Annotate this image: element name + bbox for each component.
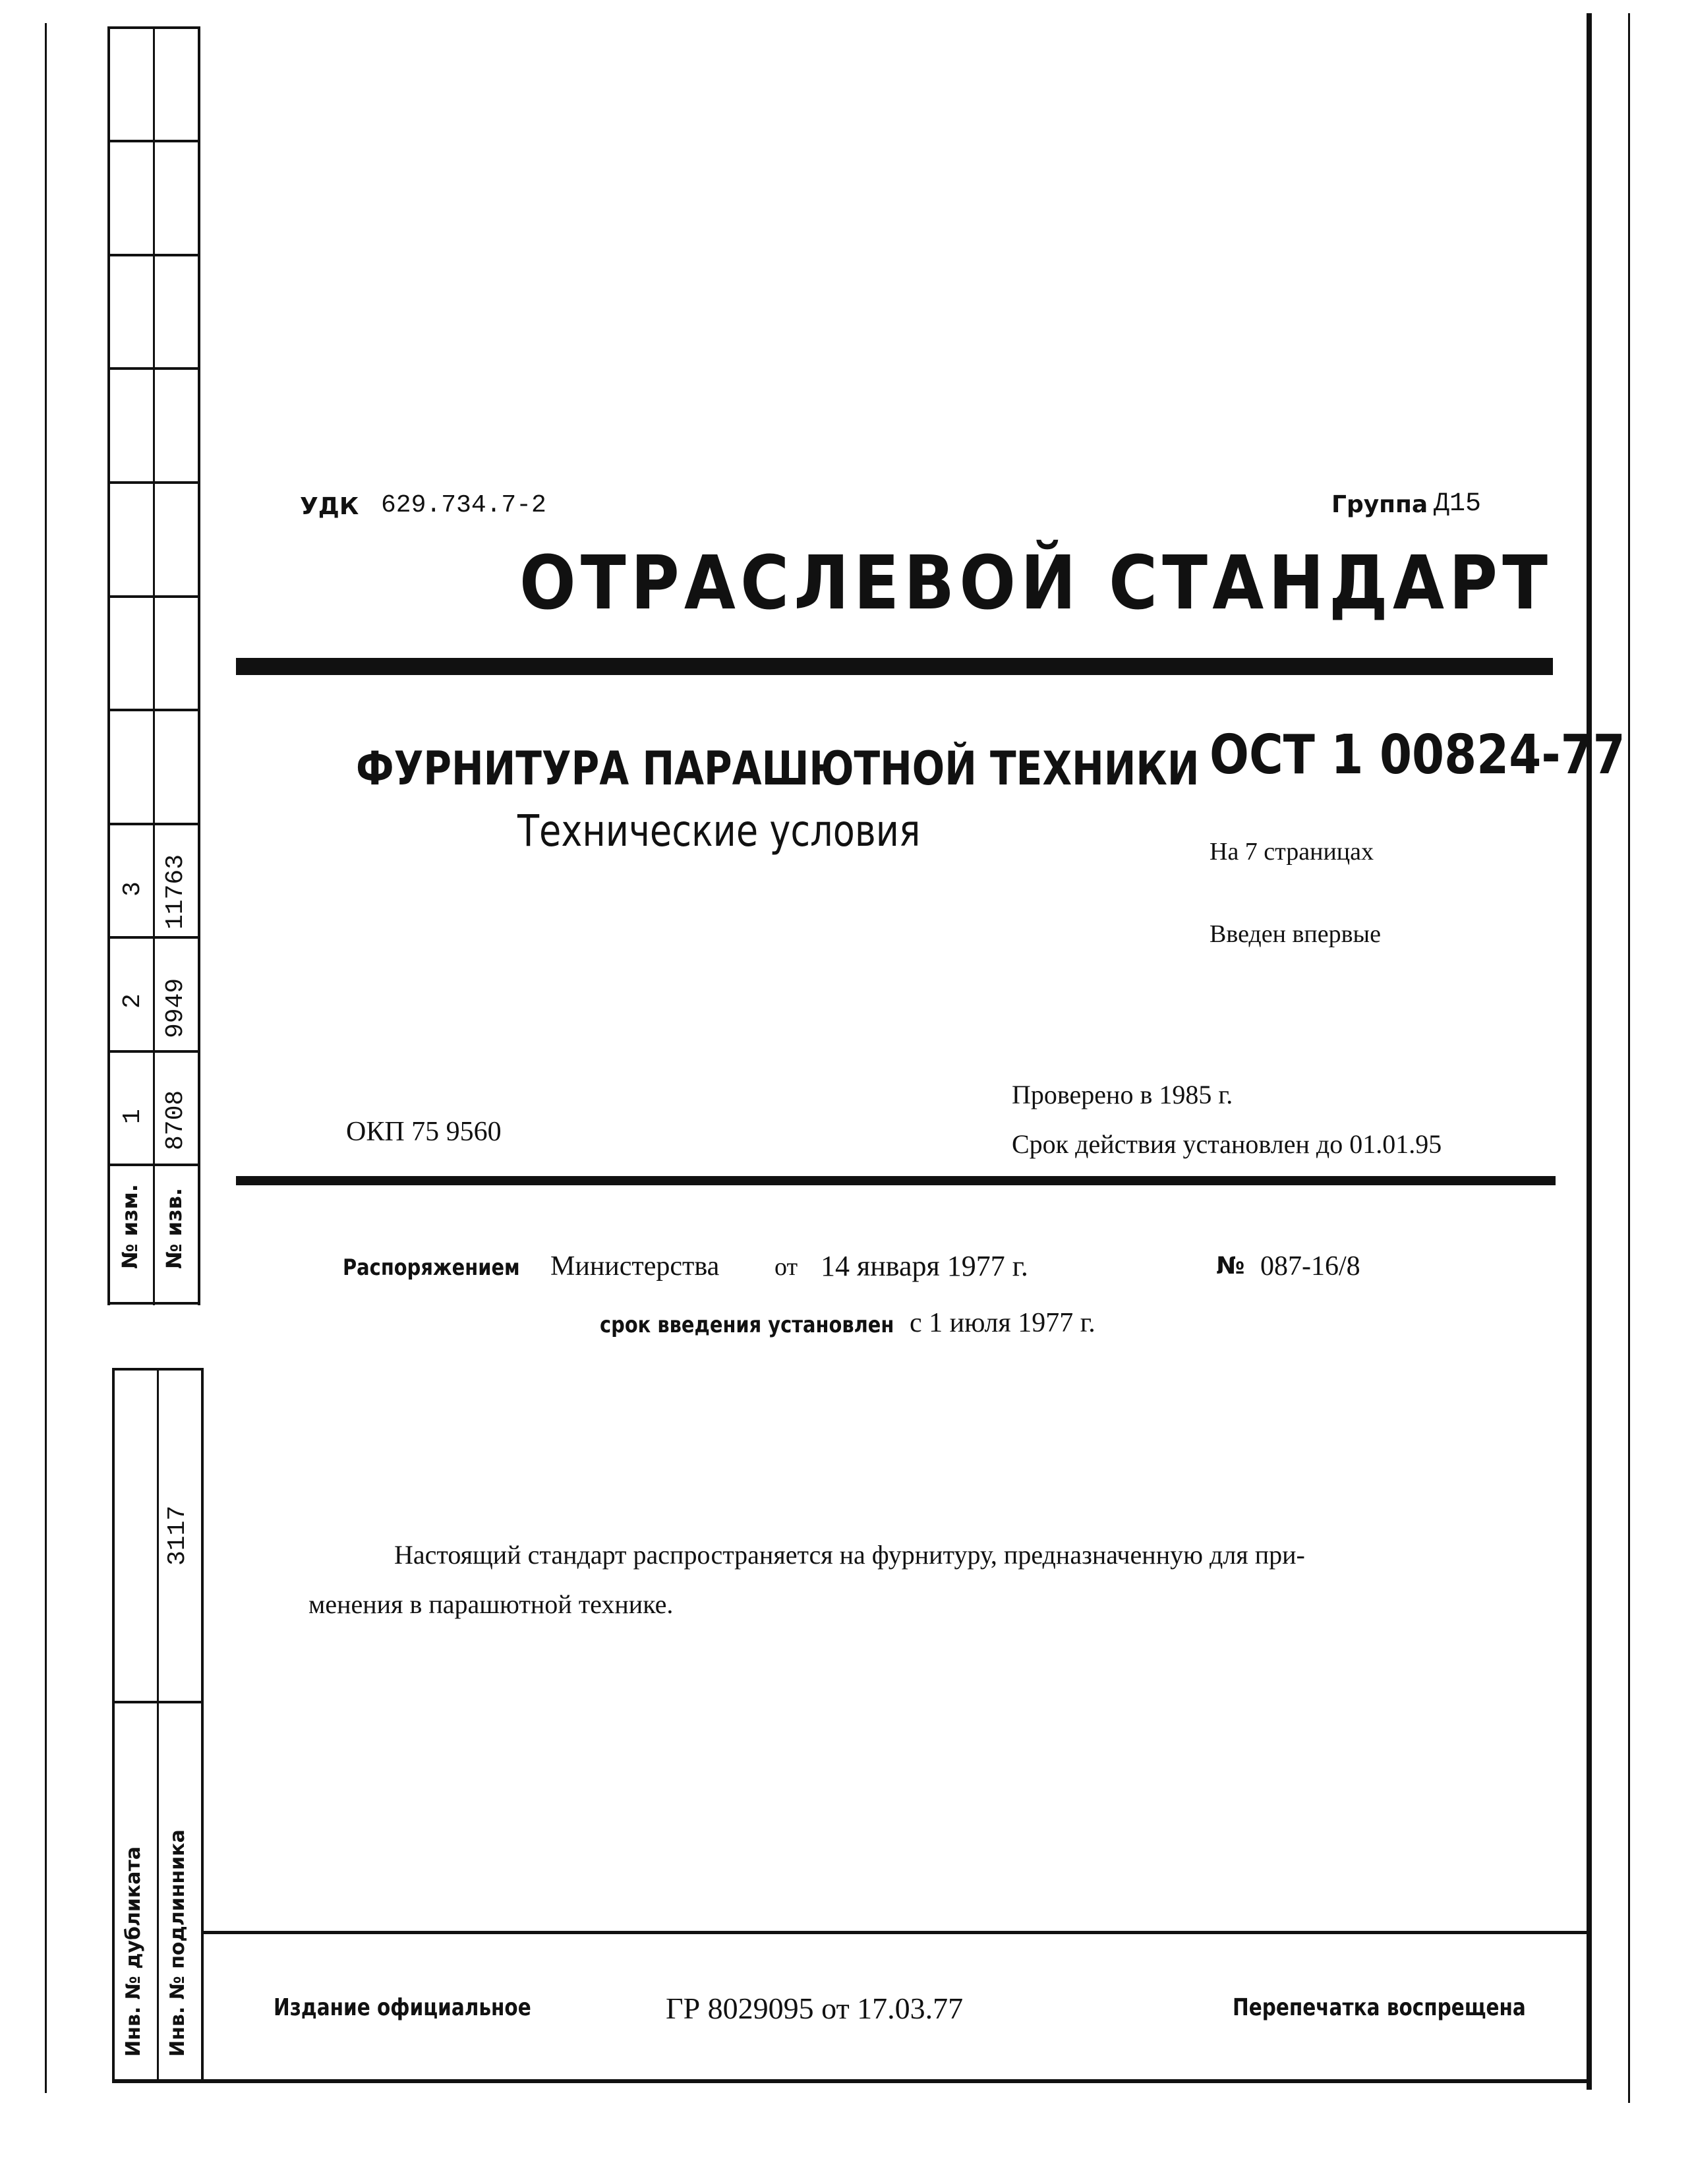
standard-subject: ФУРНИТУРА ПАРАШЮТНОЙ ТЕХНИКИ (356, 742, 1200, 796)
footer-top-line (201, 1931, 1589, 1934)
frame-right-thick-line (1587, 13, 1592, 2090)
duplicate-number: 3117 (163, 1505, 192, 1566)
sidebar-row-line (107, 823, 200, 825)
udk-value: 629.734.7-2 (381, 491, 546, 519)
udk-label: УДК (300, 493, 359, 520)
sidebar-row-line (107, 26, 200, 29)
order-ministry: Министерства (550, 1251, 720, 1282)
okp-code: ОКП 75 9560 (346, 1117, 502, 1147)
standard-checked: Проверено в 1985 г. (1012, 1080, 1233, 1109)
inv-mid-line (112, 1701, 204, 1703)
sidebar-row-line (107, 254, 200, 256)
standard-first-edition: Введен впервые (1210, 920, 1381, 948)
standard-pages: На 7 страницах (1210, 838, 1374, 866)
group-value: Д15 (1434, 489, 1482, 519)
order-number: 087-16/8 (1260, 1251, 1360, 1282)
document-title: ОТРАСЛЕВОЙ СТАНДАРТ (519, 541, 1553, 626)
footer-edition: Издание официальное (274, 1994, 531, 2021)
order-label: Распоряжением (343, 1254, 520, 1281)
footer-reprint: Перепечатка воспрещена (1233, 1994, 1526, 2021)
sidebar-top-line-c (198, 26, 200, 1305)
inv-top-line (112, 1368, 204, 1371)
sidebar-row-line (107, 936, 200, 939)
sidebar-row-line (107, 1050, 200, 1053)
standard-bottom-rule (236, 1176, 1556, 1185)
sidebar-row-line (107, 709, 200, 711)
sidebar-row-line (107, 595, 200, 598)
change-no-2: 2 (119, 993, 147, 1009)
effective-label: срок введения установлен (600, 1312, 894, 1338)
change-no-1: 1 (119, 1109, 147, 1124)
duplicate-header: Инв. № дубликата (122, 1846, 145, 2057)
body-paragraph-line1: Настоящий стандарт распространяется на фурнитуру, предназначенную для при- (394, 1540, 1305, 1570)
sidebar-row-line (107, 481, 200, 484)
group-label: Группа (1331, 491, 1428, 518)
standard-validity: Срок действия установлен до 01.01.95 (1012, 1129, 1442, 1159)
sidebar-row-line (107, 1302, 200, 1305)
frame-bottom-line (112, 2079, 1590, 2083)
body-paragraph-line2: менения в парашютной технике. (308, 1589, 674, 1619)
order-date: 14 января 1977 г. (821, 1250, 1028, 1282)
notice-no-1: 8708 (161, 1090, 190, 1150)
sidebar-top-line-a (107, 26, 110, 1305)
sidebar-row-line (107, 140, 200, 142)
order-date-prefix: от (774, 1253, 798, 1281)
title-rule (236, 658, 1553, 675)
sidebar-row-line (107, 367, 200, 370)
footer-registration: ГР 8029095 от 17.03.77 (666, 1992, 964, 2025)
notice-no-2: 9949 (161, 978, 190, 1038)
frame-right-thin-line (1628, 13, 1630, 2103)
effective-date: с 1 июля 1977 г. (910, 1308, 1095, 1338)
sidebar-row-line (107, 1164, 200, 1166)
original-header: Инв. № подлинника (166, 1829, 189, 2057)
inv-line-b (157, 1368, 159, 2083)
inv-line-a (112, 1368, 115, 2083)
standard-subtitle: Технические условия (517, 806, 921, 856)
change-no-header: № изм. (117, 1184, 142, 1269)
notice-no-3: 11763 (161, 854, 190, 930)
change-no-3: 3 (119, 881, 147, 897)
order-number-label: № (1216, 1253, 1245, 1280)
left-outer-margin-line (45, 23, 47, 2093)
sidebar-top-line-b (153, 26, 155, 1305)
standard-number: ОСТ 1 00824-77 (1210, 724, 1625, 786)
notice-no-header: № изв. (161, 1187, 187, 1269)
inv-line-c (201, 1368, 204, 2083)
